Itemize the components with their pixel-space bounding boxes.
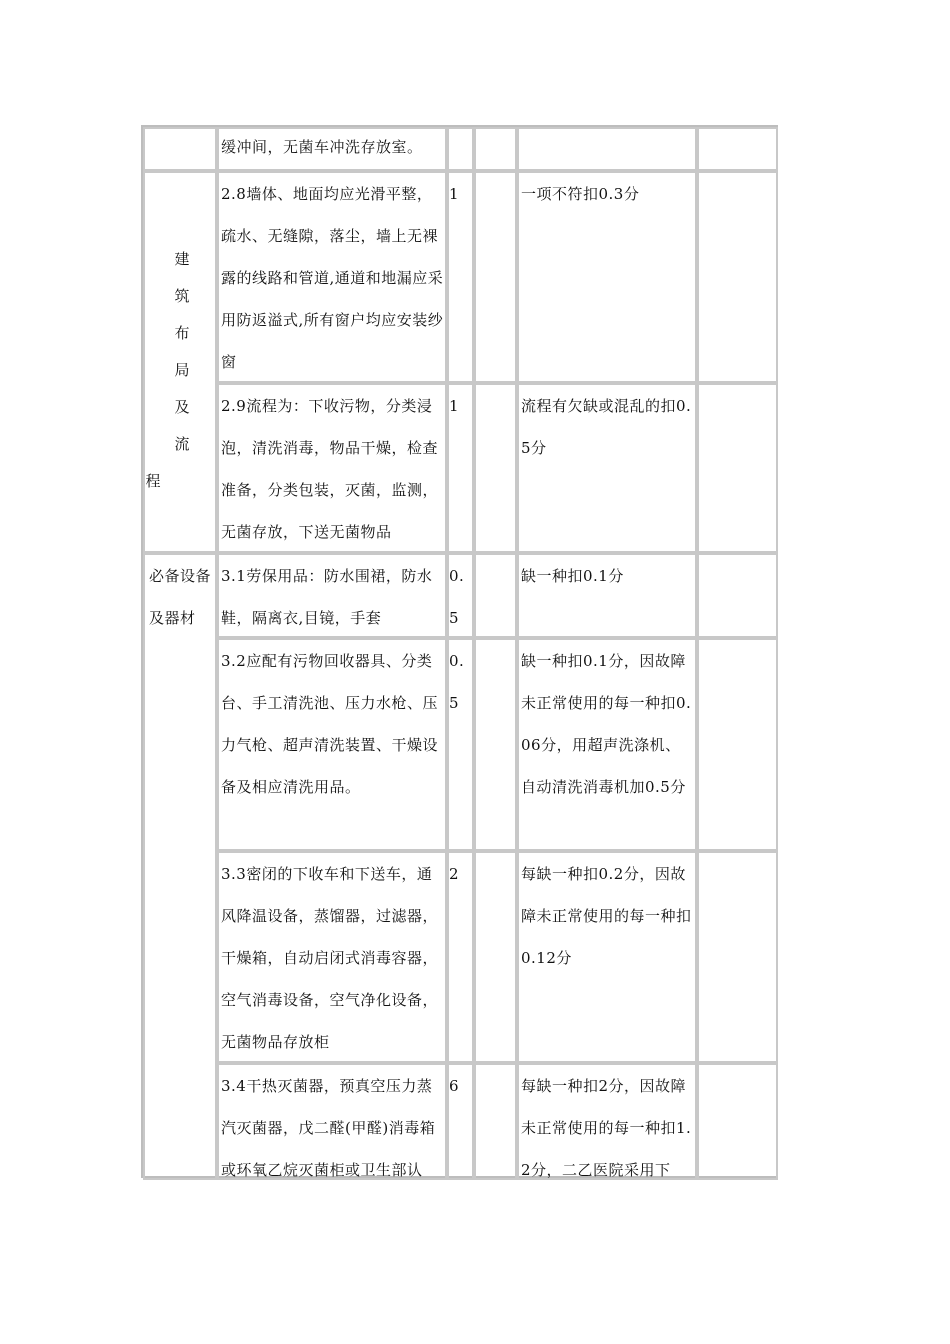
content-cell: [217, 1063, 447, 1180]
category-char: 建: [174, 250, 190, 268]
remark-cell: [697, 171, 778, 383]
content-text: 2.8墙体、地面均应光滑平整，疏水、无缝隙，落尘，墙上无裸露的线路和管道,通道和地漏应采用防返溢式,所有窗户均应安装纱窗: [221, 185, 444, 371]
score-cell: [447, 553, 474, 638]
content-text: 3.3密闭的下收车和下送车，通风降温设备，蒸馏器，过滤器，干燥箱，自动启闭式消毒容器，空气消毒设备，空气净化设备，无菌物品存放柜: [221, 865, 439, 1051]
category-char: 布: [174, 324, 190, 342]
actual-score-cell: [474, 171, 517, 383]
remark-cell: [697, 638, 778, 851]
content-cell: [217, 383, 447, 553]
score-cell: [447, 1063, 474, 1180]
content-text: 2.9流程为：下收污物，分类浸泡，清洗消毒，物品干燥，检查准备，分类包装，灭菌，监测，无菌存放，下送无菌物品: [221, 397, 439, 541]
category-building-layout: [143, 171, 217, 553]
score-text: 1: [449, 185, 460, 203]
actual-score-cell: [474, 638, 517, 851]
remark-cell: [697, 127, 778, 171]
content-cell: [217, 171, 447, 383]
rule-cell: [517, 851, 697, 1063]
content-text: 3.2应配有污物回收器具、分类台、手工清洗池、压力水枪、压力气枪、超声清洗装置、干燥设备及相应清洗用品。: [221, 652, 439, 796]
category-char: 程: [145, 472, 161, 490]
actual-score-cell: [474, 1063, 517, 1180]
category-char: 筑: [174, 287, 190, 305]
rule-cell: [517, 553, 697, 638]
rule-text: 缺一种扣0.1分: [521, 567, 624, 585]
category-char: 局: [174, 361, 190, 379]
actual-score-cell: [474, 553, 517, 638]
category-char: 及: [174, 398, 190, 416]
score-cell: [447, 383, 474, 553]
content-cell: [217, 638, 447, 851]
rule-text: 缺一种扣0.1分，因故障未正常使用的每一种扣0.06分，用超声洗涤机、自动清洗消毒机加0.5分: [521, 652, 692, 796]
content-cell: [217, 851, 447, 1063]
rule-cell: [517, 1063, 697, 1180]
content-cell: [217, 127, 447, 171]
rule-text: 每缺一种扣0.2分，因故障未正常使用的每一种扣0.12分: [521, 865, 692, 967]
rule-text: 一项不符扣0.3分: [521, 185, 640, 203]
remark-cell: [697, 851, 778, 1063]
rule-cell: [517, 171, 697, 383]
content-text: 3.4干热灭菌器，预真空压力蒸汽灭菌器，戊二醛(甲醛)消毒箱或环氧乙烷灭菌柜或卫生部认: [221, 1077, 436, 1179]
actual-score-cell: [474, 851, 517, 1063]
content-text: 3.1劳保用品：防水围裙，防水鞋，隔离衣,目镜，手套: [221, 567, 433, 627]
category-equipment: [143, 553, 217, 1180]
content-text: 缓冲间，无菌车冲洗存放室。: [221, 138, 423, 156]
evaluation-table: [141, 125, 778, 1178]
actual-score-cell: [474, 127, 517, 171]
rule-cell: [517, 127, 697, 171]
score-text: 0.5: [449, 567, 465, 627]
score-cell: [447, 638, 474, 851]
remark-cell: [697, 383, 778, 553]
category-char: 流: [174, 435, 190, 453]
score-cell: [447, 127, 474, 171]
category-text: 必备设备及器材: [149, 567, 212, 627]
score-text: 0.5: [449, 652, 465, 712]
score-cell: [447, 851, 474, 1063]
rule-text: 每缺一种扣2分，因故障未正常使用的每一种扣1.2分，二乙医院采用下: [521, 1077, 692, 1179]
actual-score-cell: [474, 383, 517, 553]
score-text: 6: [449, 1077, 460, 1095]
remark-cell: [697, 1063, 778, 1180]
rule-text: 流程有欠缺或混乱的扣0.5分: [521, 397, 692, 457]
score-text: 1: [449, 397, 460, 415]
content-cell: [217, 553, 447, 638]
rule-cell: [517, 383, 697, 553]
remark-cell: [697, 553, 778, 638]
score-text: 2: [449, 865, 460, 883]
category-cell-empty: [143, 127, 217, 171]
rule-cell: [517, 638, 697, 851]
score-cell: [447, 171, 474, 383]
